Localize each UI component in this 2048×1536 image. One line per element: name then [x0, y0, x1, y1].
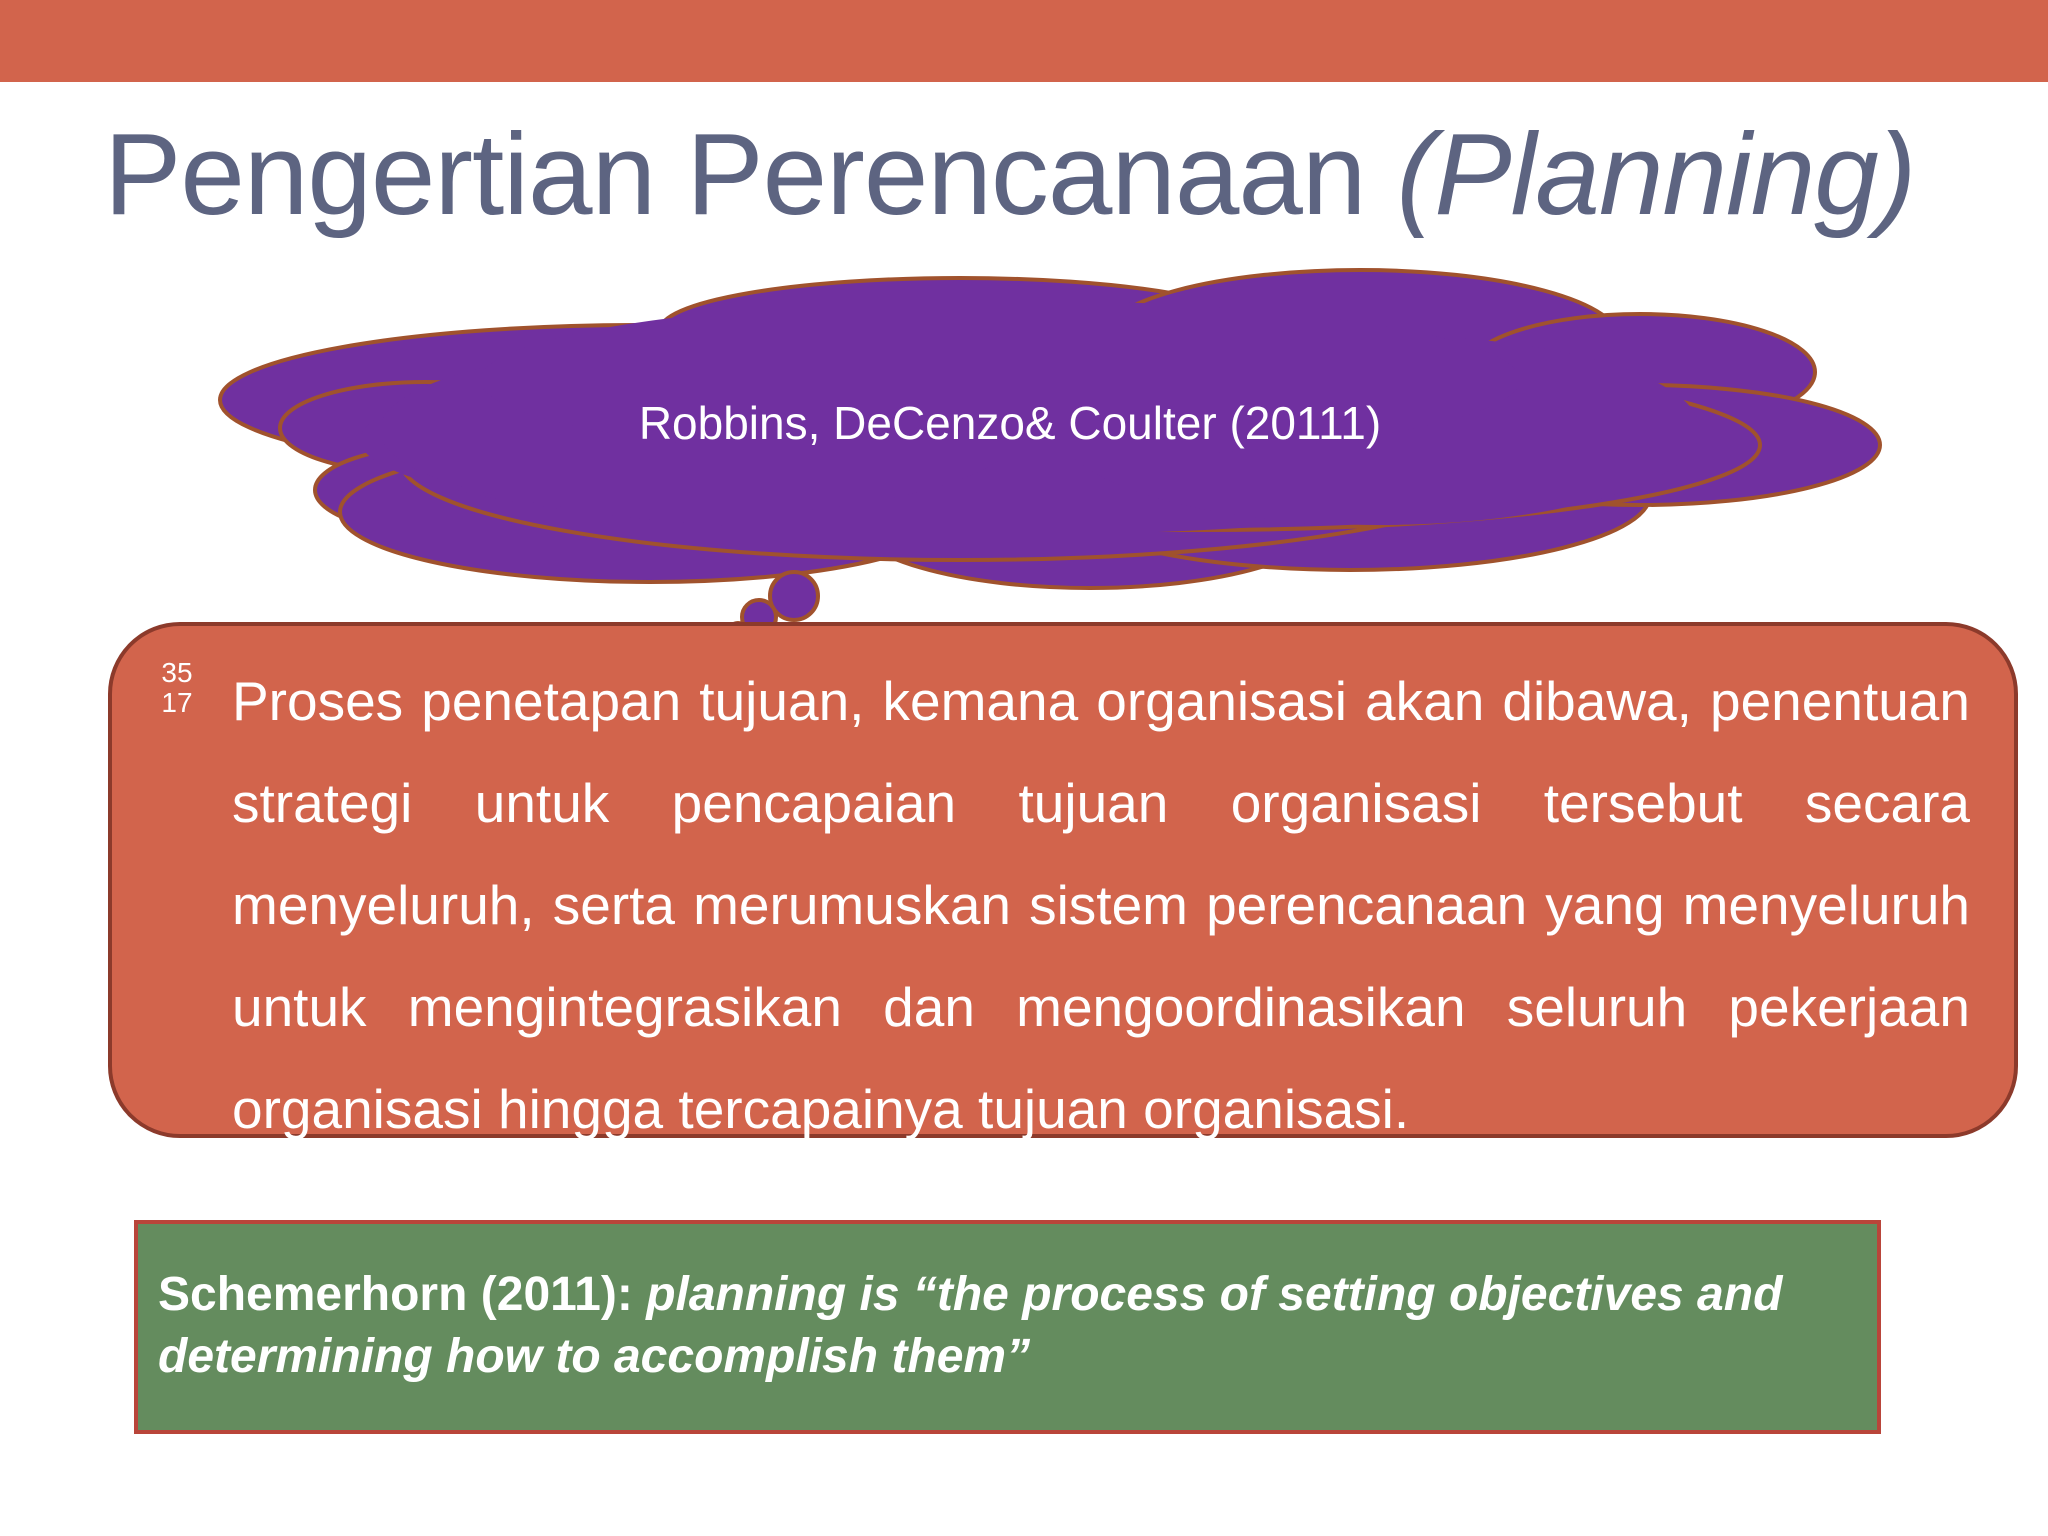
definition-text: Proses penetapan tujuan, kemana organisasi akan dibawa, penentuan strategi untuk pencapaian tujuan organisasi tersebut secara menyeluruh, serta merumuskan sistem perencanaan yang menyeluruh untuk mengintegrasikan dan mengoordinasikan seluruh pekerjaan organisasi hingga tercapainya tujuan organisasi.: [232, 670, 1970, 1140]
footnote-marker: [156, 658, 198, 718]
title-italic: (Planning): [1396, 109, 1916, 239]
quote-text: [158, 1264, 1858, 1388]
quote-author: Schemerhorn (2011):: [158, 1268, 633, 1321]
footnote-bottom: 17: [161, 687, 193, 718]
cloud-citation: Robbins, DeCenzo& Coulter (20111): [638, 397, 1382, 449]
thought-cloud: [0, 0, 2048, 660]
quote-body: planning is “the process of setting objectives and determining how to accomplish them”: [158, 1268, 1783, 1383]
footnote-top: 35: [161, 657, 193, 688]
title-main: Pengertian Perencanaan: [104, 109, 1366, 239]
